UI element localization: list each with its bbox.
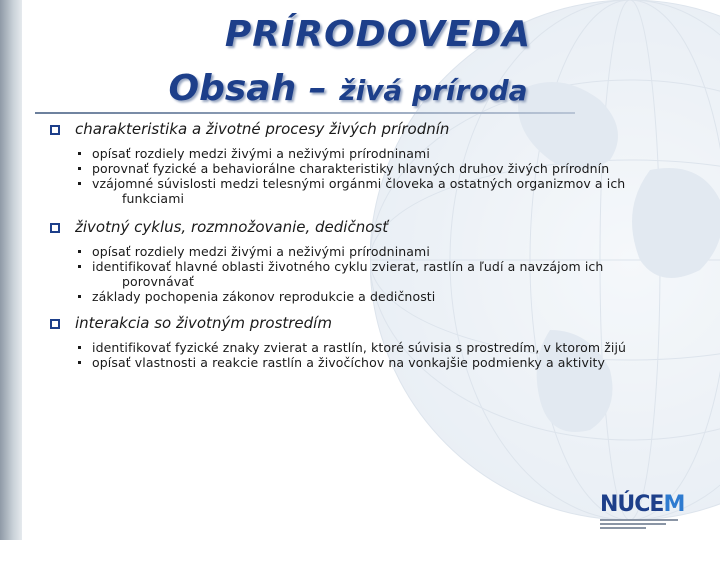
page-title: PRÍRODOVEDA	[224, 14, 532, 55]
list-item	[76, 355, 710, 370]
section-heading-text: charakteristika a životné procesy živých prírodnín	[75, 120, 450, 138]
section-heading-text: životný cyklus, rozmnožovanie, dedičnosť	[75, 218, 389, 236]
section-heading	[50, 312, 710, 334]
title-divider	[35, 112, 575, 114]
section-heading-text: interakcia so životným prostredím	[75, 314, 332, 332]
list-item	[76, 244, 710, 259]
list-item-text: základy pochopenia zákonov reprodukcie a dedičnosti	[92, 289, 436, 304]
dot-bullet-icon	[78, 250, 81, 253]
bullet-list	[50, 146, 710, 206]
subtitle-sub: živá príroda	[339, 74, 528, 107]
dot-bullet-icon	[78, 152, 81, 155]
list-item	[76, 146, 710, 161]
bullet-list	[50, 340, 710, 370]
logo-text-accent: M	[663, 492, 685, 517]
list-item-text: identifikovať fyzické znaky zvierat a rastlín, ktoré súvisia s prostredím, v ktorom žijú	[92, 340, 627, 355]
section-characteristics	[50, 118, 710, 206]
list-item	[76, 340, 710, 355]
section-heading	[50, 118, 710, 140]
square-bullet-icon	[50, 319, 60, 329]
dot-bullet-icon	[78, 346, 81, 349]
list-item-continuation: funkciami	[122, 191, 185, 206]
square-bullet-icon	[50, 223, 60, 233]
subtitle-main: Obsah –	[168, 68, 327, 109]
list-item-text: porovnať fyzické a behaviorálne charakteristiky hlavných druhov živých prírodnín	[92, 161, 610, 176]
list-item-continuation: porovnávať	[122, 274, 195, 289]
content-area	[50, 118, 710, 370]
list-item-text: identifikovať hlavné oblasti životného cyklu zvierat, rastlín a ľudí a navzájom ich	[92, 259, 604, 274]
square-bullet-icon	[50, 125, 60, 135]
logo-wordmark	[600, 492, 700, 517]
list-item-text: opísať rozdiely medzi živými a neživými prírodninami	[92, 146, 430, 161]
page-subtitle	[0, 68, 708, 109]
list-item	[76, 259, 710, 289]
logo-tagline-lines	[600, 519, 700, 529]
dot-bullet-icon	[78, 167, 81, 170]
section-heading	[50, 216, 710, 238]
list-item	[76, 176, 710, 206]
section-life-cycle	[50, 216, 710, 304]
dot-bullet-icon	[78, 265, 81, 268]
list-item-text: opísať vlastnosti a reakcie rastlín a živočíchov na vonkajšie podmienky a aktivity	[92, 355, 606, 370]
logo-text: NÚCE	[600, 492, 664, 517]
dot-bullet-icon	[78, 295, 81, 298]
list-item-text: opísať rozdiely medzi živými a neživými prírodninami	[92, 244, 430, 259]
section-environment	[50, 312, 710, 370]
dot-bullet-icon	[78, 182, 81, 185]
dot-bullet-icon	[78, 361, 81, 364]
list-item	[76, 289, 710, 304]
nucem-logo	[600, 492, 700, 529]
bullet-list	[50, 244, 710, 304]
list-item-text: vzájomné súvislosti medzi telesnými orgánmi človeka a ostatných organizmov a ich	[92, 176, 626, 191]
list-item	[76, 161, 710, 176]
